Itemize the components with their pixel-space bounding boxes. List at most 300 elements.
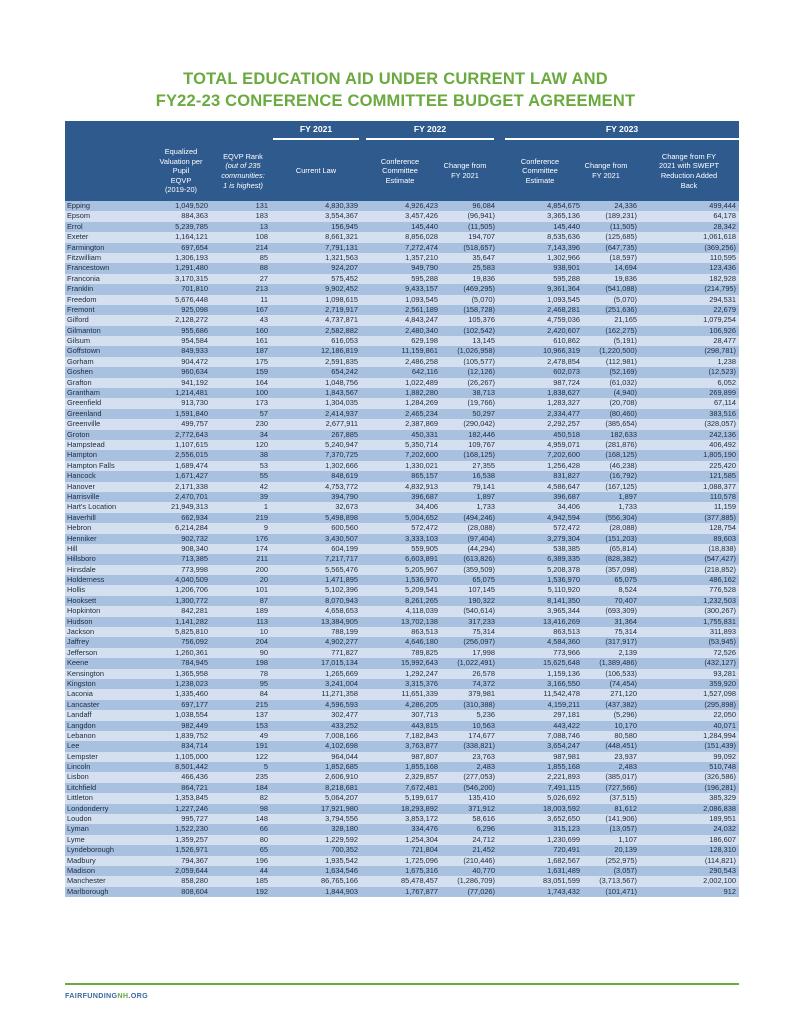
cell-eqvp: 1,839,752 [175,730,208,740]
cell-eqvp-rank: 213 [255,284,268,294]
cell-eqvp-rank: 98 [259,803,268,813]
table-row [65,721,739,731]
cell-fy23-change: (37,515) [609,793,637,803]
group-underline [366,138,494,140]
cell-eqvp-rank: 183 [255,211,268,221]
cell-fy23-change-swept: 28,477 [713,336,736,346]
cell-eqvp: 1,591,840 [175,408,208,418]
cell-fy23-change: 182,633 [610,429,637,439]
cell-eqvp: 8,501,442 [175,762,208,772]
cell-eqvp: 1,227,246 [175,803,208,813]
cell-fy23-change-swept: 6,052 [717,377,736,387]
group-label: FY 2022 [413,124,447,134]
cell-fy21-current-law: 788,199 [331,627,358,637]
cell-town: Manchester [67,876,106,886]
cell-fy23-change: (125,685) [605,232,637,242]
table-row [65,534,739,544]
cell-town: Goshen [67,367,93,377]
cell-fy23-change: (556,304) [605,512,637,522]
cell-fy23-estimate: 443,422 [553,720,580,730]
cell-town: Henniker [67,533,97,543]
cell-fy22-estimate: 1,254,304 [405,834,438,844]
table-row [65,575,739,585]
cell-fy22-estimate: 572,472 [411,523,438,533]
cell-fy23-change-swept: (12,523) [708,367,736,377]
group-header-fy2022 [366,124,494,140]
cell-fy23-estimate: 8,141,350 [547,595,580,605]
cell-fy22-estimate: 1,284,269 [405,398,438,408]
table-row [65,378,739,388]
cell-fy23-change-swept: 1,527,098 [703,689,736,699]
cell-eqvp: 904,472 [181,356,208,366]
cell-fy23-change: (11,505) [610,221,637,231]
cell-fy23-change-swept: 776,528 [709,585,736,595]
table-row [65,835,739,845]
cell-fy23-change: (52,169) [609,367,637,377]
cell-fy23-change-swept: (53,945) [708,637,736,647]
cell-town: Londonderry [67,803,109,813]
cell-fy21-current-law: 1,935,542 [325,855,358,865]
cell-fy23-change: (141,906) [605,814,637,824]
cell-fy23-estimate: 7,491,115 [547,782,580,792]
cell-fy23-change-swept: 1,232,503 [703,595,736,605]
cell-eqvp-rank: 187 [255,346,268,356]
cell-fy22-change: (105,577) [463,356,495,366]
cell-fy21-current-law: 5,240,947 [325,439,358,449]
cell-town: Hampstead [67,439,105,449]
cell-fy23-change: (3,057) [613,866,637,875]
cell-fy23-change: 8,524 [618,585,637,595]
cell-fy22-estimate: 1,675,316 [405,866,438,875]
cell-town: Greenland [67,408,102,418]
cell-fy21-current-law: 156,945 [331,221,358,231]
header-line: Committee [382,166,418,176]
cell-fy23-change-swept: 225,420 [709,460,736,470]
cell-eqvp-rank: 108 [255,232,268,242]
column-header-fy22-change [434,143,496,199]
cell-eqvp-rank: 65 [259,845,268,855]
cell-eqvp: 941,192 [181,377,208,387]
cell-fy21-current-law: 654,242 [331,367,358,377]
cell-eqvp: 955,686 [181,325,208,335]
cell-fy23-change: (385,017) [605,772,637,782]
cell-fy22-change: 6,296 [476,824,495,834]
cell-fy23-change-swept: 128,754 [709,523,736,533]
cell-fy21-current-law: 17,015,134 [321,658,358,668]
cell-town: Keene [67,658,89,668]
cell-town: Kensington [67,668,104,678]
cell-town: Landaff [67,710,92,720]
cell-fy22-estimate: 34,406 [415,502,438,512]
cell-fy23-change: 10,170 [614,720,637,730]
cell-fy23-change: 14,694 [614,263,637,273]
cell-fy23-change: 271,120 [610,689,637,699]
table-row [65,419,739,429]
cell-fy22-change: (540,614) [463,606,495,616]
cell-eqvp: 1,105,000 [175,751,208,761]
table-row [65,409,739,419]
table-row [65,295,739,305]
cell-town: Greenfield [67,398,102,408]
cell-eqvp-rank: 230 [255,419,268,429]
cell-fy21-current-law: 616,053 [331,336,358,346]
cell-fy22-change: 5,236 [476,710,495,720]
cell-fy21-current-law: 2,582,882 [325,325,358,335]
cell-fy23-estimate: 4,854,675 [547,201,580,210]
cell-fy23-change-swept: (218,852) [704,564,736,574]
cell-fy23-change: (28,088) [609,523,637,533]
group-header-fy2023 [505,124,739,140]
cell-fy21-current-law: 4,658,653 [325,606,358,616]
table-row [65,326,739,336]
cell-fy23-estimate: 2,478,854 [547,356,580,366]
cell-fy22-estimate: 4,926,423 [405,201,438,210]
table-row [65,263,739,273]
cell-fy21-current-law: 5,102,396 [325,585,358,595]
cell-eqvp: 858,280 [181,876,208,886]
header-line: Current Law [295,166,337,176]
cell-fy22-change: (19,766) [467,398,495,408]
cell-town: Fremont [67,304,95,314]
table-row [65,617,739,627]
cell-eqvp: 4,040,509 [175,575,208,585]
cell-fy21-current-law: 267,885 [331,429,358,439]
cell-eqvp-rank: 84 [259,689,268,699]
table-row [65,627,739,637]
cell-eqvp: 849,933 [181,346,208,356]
cell-fy23-change-swept: (377,885) [704,512,736,522]
cell-fy22-estimate: 145,440 [411,221,438,231]
cell-eqvp-rank: 85 [259,252,268,262]
cell-fy23-change: (727,566) [605,782,637,792]
cell-fy23-change: (4,940) [613,388,637,398]
group-underline [505,138,739,140]
cell-fy23-change-swept: (18,838) [708,543,736,553]
cell-town: Hanover [67,481,95,491]
cell-eqvp: 808,604 [181,886,208,896]
cell-fy22-change: (1,026,958) [457,346,495,356]
cell-fy23-change: (3,713,567) [599,876,637,886]
cell-fy23-estimate: 3,166,550 [547,678,580,688]
cell-fy23-estimate: 4,759,036 [547,315,580,325]
cell-fy22-estimate: 450,331 [411,429,438,439]
cell-eqvp-rank: 55 [259,471,268,481]
cell-fy21-current-law: 1,229,592 [325,834,358,844]
table-row [65,845,739,855]
column-header-current-law [273,143,359,199]
cell-eqvp: 1,238,023 [175,678,208,688]
cell-town: Hart's Location [67,502,117,512]
table-row [65,388,739,398]
group-header-fy2021 [273,124,359,140]
cell-fy23-estimate: 9,361,364 [547,284,580,294]
cell-fy23-change-swept: 28,342 [713,221,736,231]
cell-fy22-change: (97,404) [467,533,495,543]
cell-town: Hebron [67,523,92,533]
cell-fy23-change-swept: 128,310 [709,845,736,855]
cell-town: Greenville [67,419,101,429]
cell-fy21-current-law: 5,565,476 [325,564,358,574]
cell-fy22-estimate: 4,843,247 [405,315,438,325]
cell-eqvp: 982,449 [181,720,208,730]
cell-town: Hooksett [67,595,97,605]
cell-fy23-change-swept: 67,114 [713,398,736,408]
cell-fy23-estimate: 2,334,477 [547,408,580,418]
cell-fy22-change: (469,295) [463,284,495,294]
cell-fy23-estimate: 4,586,647 [547,481,580,491]
cell-fy23-change-swept: 11,159 [713,502,736,512]
cell-eqvp-rank: 66 [259,824,268,834]
cell-fy23-estimate: 863,513 [553,627,580,637]
cell-fy23-estimate: 2,292,257 [547,419,580,429]
cell-eqvp-rank: 78 [259,668,268,678]
cell-fy22-change: 379,981 [468,689,495,699]
cell-fy21-current-law: 4,753,772 [325,481,358,491]
cell-fy23-estimate: 2,221,893 [547,772,580,782]
cell-fy23-change-swept: 2,002,100 [703,876,736,886]
table-row [65,814,739,824]
cell-fy23-change: (317,917) [605,637,637,647]
table-row [65,357,739,367]
cell-eqvp-rank: 159 [255,367,268,377]
table-row [65,856,739,866]
cell-eqvp: 1,353,845 [175,793,208,803]
header-line: (2019-20) [164,185,198,195]
header-line: Change from FY [661,151,717,161]
education-aid-table [65,121,739,897]
cell-fy23-change-swept: 64,178 [713,211,736,221]
cell-fy22-change: (5,070) [471,294,495,304]
cell-fy23-estimate: 34,406 [557,502,580,512]
cell-town: Jaffrey [67,637,90,647]
table-row [65,700,739,710]
cell-town: Hillsboro [67,554,96,564]
cell-eqvp: 466,436 [181,772,208,782]
cell-eqvp: 884,363 [181,211,208,221]
cell-fy23-change-swept: 510,748 [709,762,736,772]
cell-fy23-change: (647,735) [605,242,637,252]
cell-fy23-estimate: 83,051,599 [543,876,580,886]
cell-fy22-change: 26,578 [472,668,495,678]
cell-fy22-change: 109,767 [468,439,495,449]
cell-eqvp-rank: 185 [255,876,268,886]
cell-fy21-current-law: 4,102,698 [325,741,358,751]
cell-eqvp: 2,772,643 [175,429,208,439]
header-line: FY 2021 [451,171,479,180]
cell-fy22-estimate: 8,261,265 [405,595,438,605]
cell-fy23-change-swept: 22,679 [713,304,736,314]
cell-fy21-current-law: 5,498,898 [325,512,358,522]
cell-eqvp: 5,239,785 [175,221,208,231]
footer-site-url[interactable] [65,991,148,1000]
cell-town: Errol [67,221,83,231]
cell-fy23-change: (828,382) [605,554,637,564]
cell-town: Francestown [67,263,110,273]
table-row [65,866,739,876]
table-row [65,492,739,502]
cell-fy22-estimate: 6,603,891 [405,554,438,564]
cell-town: Marlborough [67,886,109,896]
cell-fy21-current-law: 8,218,681 [325,782,358,792]
cell-fy23-estimate: 572,472 [553,523,580,533]
cell-fy21-current-law: 17,921,980 [321,803,358,813]
cell-fy22-estimate: 85,478,457 [401,876,438,886]
cell-fy21-current-law: 11,271,358 [321,689,358,699]
cell-fy22-change: 174,677 [468,730,495,740]
cell-eqvp-rank: 167 [255,304,268,314]
header-line: Pupil [172,166,190,176]
cell-fy22-estimate: 987,807 [411,751,438,761]
table-row [65,544,739,554]
cell-fy21-current-law: 924,207 [331,263,358,273]
cell-eqvp: 954,584 [181,336,208,346]
cell-eqvp: 1,049,520 [175,201,208,210]
cell-fy23-change-swept: 24,032 [713,824,736,834]
cell-eqvp: 908,340 [181,543,208,553]
cell-eqvp-rank: 189 [255,606,268,616]
cell-town: Langdon [67,720,96,730]
cell-fy23-estimate: 8,535,636 [547,232,580,242]
cell-fy22-estimate: 2,486,258 [405,356,438,366]
cell-eqvp-rank: 204 [255,637,268,647]
cell-fy23-change-swept: 1,061,618 [703,232,736,242]
group-label: FY 2021 [299,124,333,134]
cell-town: Hampton Falls [67,460,115,470]
cell-fy21-current-law: 2,677,911 [325,419,358,429]
header-line: Conference [380,156,420,166]
cell-fy21-current-law: 575,452 [331,273,358,283]
cell-fy21-current-law: 7,217,717 [325,554,358,564]
cell-fy22-estimate: 4,832,913 [405,481,438,491]
cell-fy22-change: 79,141 [472,481,495,491]
cell-fy22-estimate: 595,288 [411,273,438,283]
cell-fy23-change-swept: 1,088,377 [703,481,736,491]
cell-fy22-change: (310,388) [463,699,495,709]
cell-eqvp-rank: 100 [255,388,268,398]
cell-eqvp: 960,634 [181,367,208,377]
cell-eqvp-rank: 137 [255,710,268,720]
cell-fy23-change: (151,203) [605,533,637,543]
cell-fy22-change: (11,505) [468,221,495,231]
cell-fy23-estimate: 1,838,627 [547,388,580,398]
cell-town: Lee [67,741,80,751]
column-header-fy22-estimate [366,143,434,199]
cell-fy22-change: (518,657) [463,242,495,252]
cell-eqvp: 5,825,810 [175,627,208,637]
cell-eqvp: 2,128,272 [175,315,208,325]
cell-eqvp: 773,998 [181,564,208,574]
table-row [65,315,739,325]
cell-fy22-change: 16,538 [472,471,495,481]
table-row [65,440,739,450]
cell-fy23-change-swept: (547,427) [704,554,736,564]
table-row [65,804,739,814]
cell-fy23-estimate: 595,288 [553,273,580,283]
cell-fy21-current-law: 1,304,035 [325,398,358,408]
cell-eqvp: 995,727 [181,814,208,824]
cell-fy21-current-law: 4,596,593 [325,699,358,709]
cell-fy23-estimate: 1,743,432 [547,886,580,896]
cell-fy22-change: (210,446) [463,855,495,865]
cell-fy21-current-law: 3,794,556 [325,814,358,824]
cell-fy23-change: (693,309) [605,606,637,616]
cell-fy21-current-law: 1,844,903 [325,886,358,896]
cell-fy23-estimate: 1,536,970 [547,575,580,585]
cell-fy22-change: 96,084 [472,201,495,210]
cell-eqvp: 5,676,448 [175,294,208,304]
cell-fy22-estimate: 7,672,481 [405,782,438,792]
cell-town: Hinsdale [67,564,96,574]
cell-fy23-change: (5,296) [613,710,637,720]
cell-eqvp: 1,164,121 [175,232,208,242]
cell-town: Farmington [67,242,105,252]
cell-fy22-estimate: 949,790 [411,263,438,273]
cell-fy22-change: (12,126) [467,367,495,377]
cell-fy23-estimate: 1,256,428 [547,460,580,470]
cell-town: Lisbon [67,772,89,782]
header-line: Estimate [525,175,555,185]
cell-eqvp: 701,810 [181,284,208,294]
header-line: 2021 with SWEPT [659,161,719,171]
cell-fy23-change-swept: 1,079,254 [703,315,736,325]
cell-fy22-estimate: 1,725,096 [405,855,438,865]
cell-fy22-estimate: 721,804 [411,845,438,855]
cell-fy22-change: (168,125) [463,450,495,460]
cell-town: Freedom [67,294,97,304]
cell-fy23-change-swept: 912 [723,886,736,896]
cell-fy22-change: 194,707 [468,232,495,242]
cell-fy23-estimate: 4,959,071 [547,439,580,449]
cell-fy22-estimate: 7,182,843 [405,730,438,740]
cell-town: Lempster [67,751,98,761]
cell-fy23-change-swept: 99,092 [713,751,736,761]
cell-fy23-estimate: 987,724 [553,377,580,387]
cell-fy22-change: (359,509) [463,564,495,574]
cell-fy22-change: (28,088) [467,523,495,533]
cell-eqvp-rank: 214 [255,242,268,252]
site-suffix: .ORG [128,991,148,1000]
cell-fy21-current-law: 700,352 [331,845,358,855]
cell-eqvp-rank: 44 [259,866,268,875]
cell-town: Loudon [67,814,92,824]
cell-fy22-change: 58,616 [472,814,495,824]
cell-fy23-change-swept: 22,050 [713,710,736,720]
cell-fy23-estimate: 2,420,607 [547,325,580,335]
cell-eqvp-rank: 122 [255,751,268,761]
cell-fy22-estimate: 863,513 [411,627,438,637]
cell-fy22-estimate: 8,856,028 [405,232,438,242]
cell-fy22-estimate: 1,022,489 [405,377,438,387]
cell-town: Holderness [67,575,105,585]
cell-fy22-change: (26,267) [467,377,495,387]
cell-eqvp-rank: 160 [255,325,268,335]
cell-fy22-estimate: 3,333,103 [405,533,438,543]
cell-fy23-change: (18,597) [609,252,637,262]
cell-eqvp-rank: 184 [255,782,268,792]
cell-town: Harrisville [67,491,100,501]
cell-fy23-estimate: 2,468,281 [547,304,580,314]
cell-town: Haverhill [67,512,96,522]
cell-fy23-change: 1,107 [618,834,637,844]
cell-fy22-estimate: 5,209,541 [405,585,438,595]
cell-fy23-change: (162,275) [605,325,637,335]
cell-fy23-estimate: 831,827 [553,471,580,481]
cell-fy23-estimate: 602,073 [553,367,580,377]
cell-fy21-current-law: 1,048,756 [325,377,358,387]
cell-fy23-change: 23,937 [614,751,637,761]
cell-eqvp-rank: 20 [259,575,268,585]
cell-fy23-estimate: 610,862 [553,336,580,346]
